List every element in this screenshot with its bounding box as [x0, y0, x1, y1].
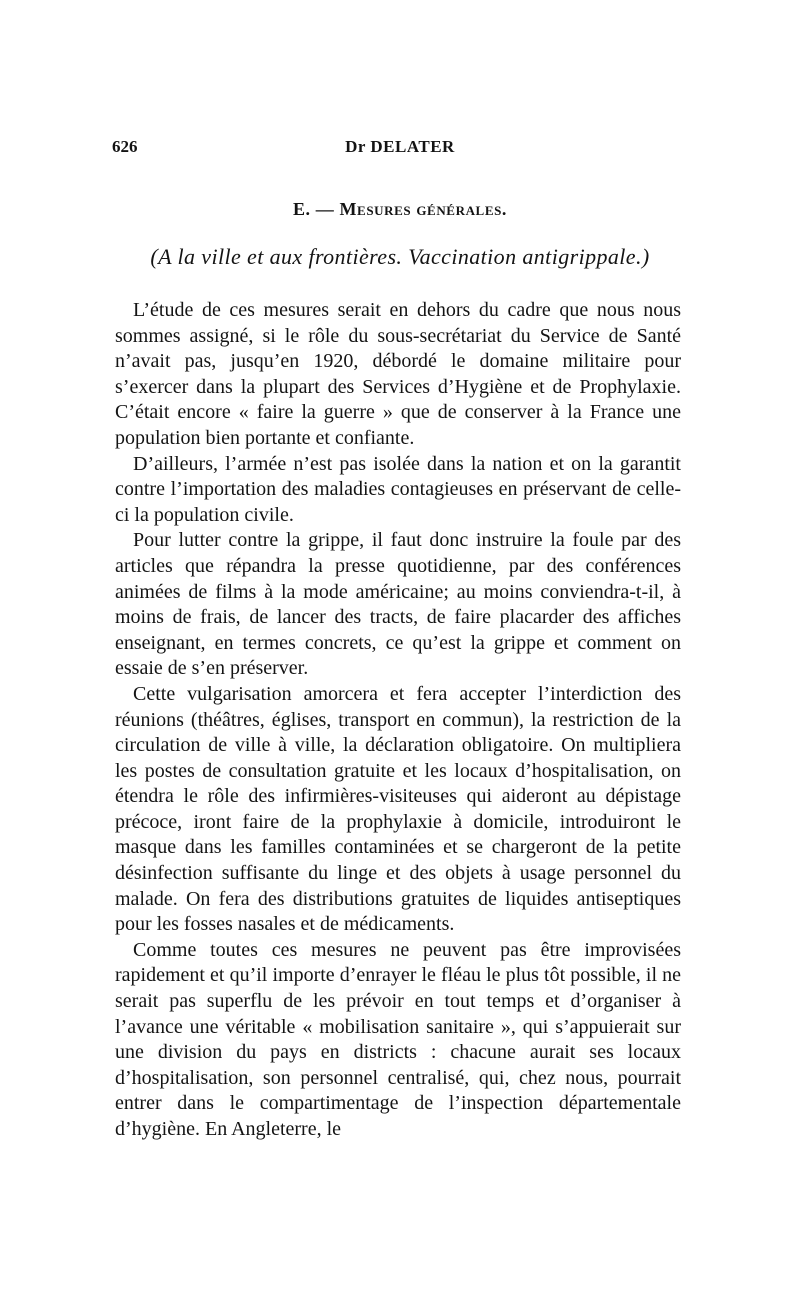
running-title: Dr DELATER [345, 137, 455, 156]
section-heading [112, 199, 688, 220]
paragraph: Pour lutter contre la grippe, il faut donc instruire la foule par des articles que répandra la presse quotidienne, par des conférences animées de films à la mode américaine; au moins conviendra-t-il, à moins de frais, de lancer des tracts, de faire placarder des affiches enseignant, en termes concrets, ce qu’est la grippe et comment on essaie de s’en préserver. [115, 529, 681, 680]
paragraph: Cette vulgarisation amorcera et fera accepter l’interdiction des réunions (théâtres, églises, transport en commun), la restriction de la circulation de ville à ville, la déclaration obligatoire. On multipliera les postes de consultation gratuite et les locaux d’hospitalisation, on étendra le rôle des infirmières-visiteuses qui aideront au dépistage précoce, iront faire de la prophylaxie à domicile, introduiront le masque dans les familles contaminées et se chargeront de la petite désinfection suffisante du linge et des objets à usage personnel du malade. On fera des distributions gratuites de liquides antiseptiques pour les fosses nasales et de médicaments. [115, 682, 681, 936]
section-subtitle: (A la ville et aux frontières. Vaccination antigrippale.) [150, 244, 650, 269]
page-number: 626 [112, 137, 138, 156]
section-letter: E. — [292, 199, 335, 219]
running-head [112, 137, 688, 163]
section-title: Mesures générales. [339, 199, 508, 219]
paragraph: D’ailleurs, l’armée n’est pas isolée dans la nation et on la garantit contre l’importation des maladies contagieuses en préservant de celle-ci la population civile. [115, 452, 681, 526]
paragraph: Comme toutes ces mesures ne peuvent pas être improvisées rapidement et qu’il importe d’enrayer le fléau le plus tôt possible, il ne serait pas superflu de les prévoir en tout temps et d’organiser à l’avance une véritable « mobilisation sanitaire », qui s’appuierait sur une division du pays en districts : chacune aurait ses locaux d’hospitalisation, son personnel centralisé, qui, chez nous, pourrait entrer dans le compartimentage de l’inspection départementale d’hygiène. En Angleterre, le [115, 938, 681, 1140]
body-text [115, 298, 681, 1143]
paragraph: L’étude de ces mesures serait en dehors du cadre que nous nous sommes assigné, si le rôle du sous-secrétariat du Service de Santé n’avait pas, jusqu’en 1920, débordé le domaine militaire pour s’exercer dans la plupart des Services d’Hygiène et de Prophylaxie. C’était encore « faire la guerre » que de conserver à la France une population bien portante et confiante. [115, 299, 681, 449]
